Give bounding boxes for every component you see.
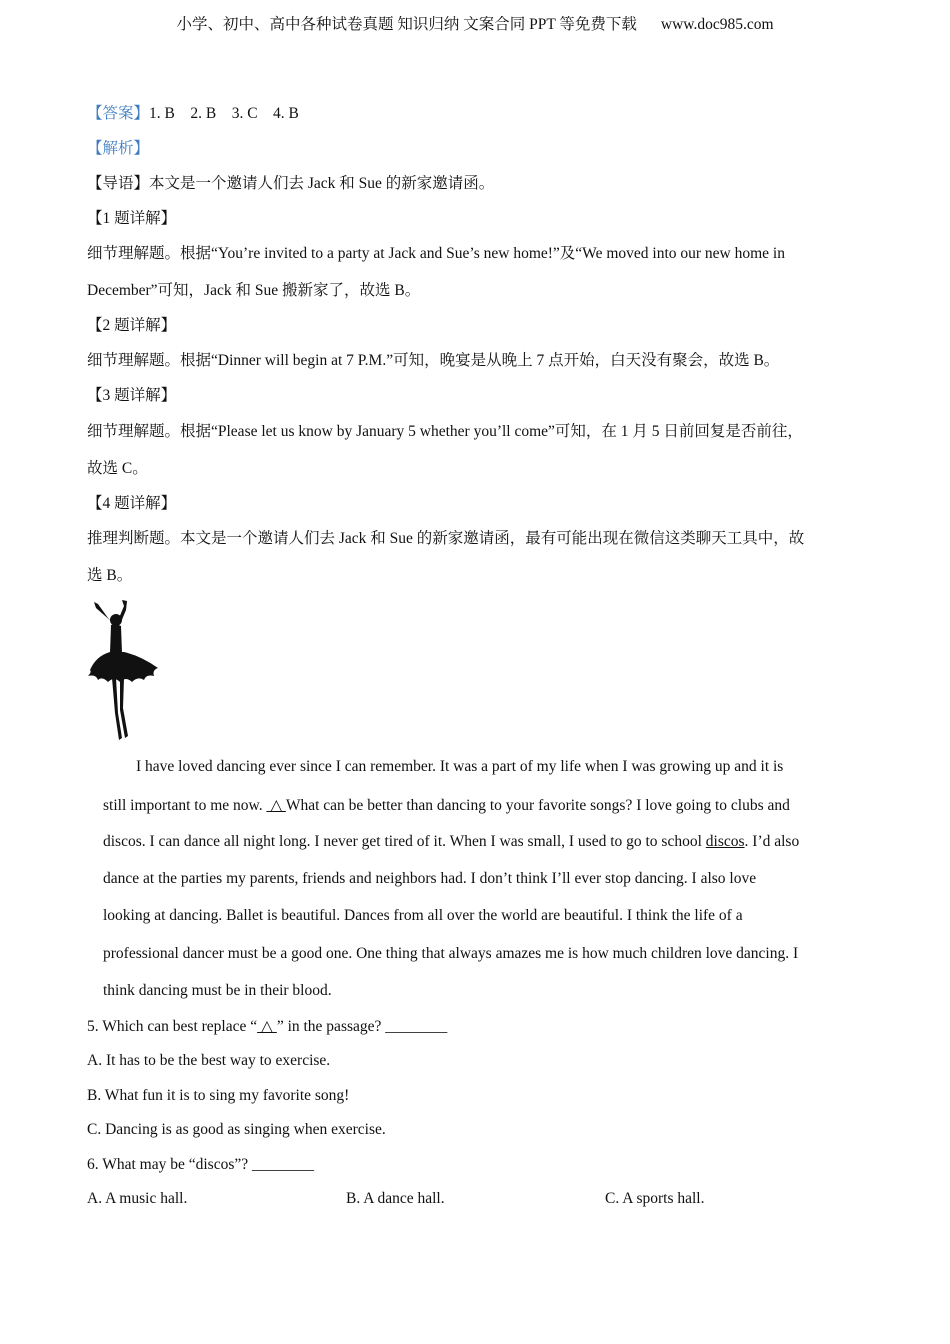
- passage-text: What can be better than dancing to your favorite songs? I love going to clubs and: [285, 797, 790, 814]
- passage-line: I have loved dancing ever since I can remember. It was a part of my life when I was growing up and it is: [136, 758, 784, 775]
- answer-text: 1. B 2. B 3. C 4. B: [149, 105, 299, 122]
- passage-text: . I’d also: [744, 833, 800, 850]
- q1-label: 【1 题详解】: [87, 210, 177, 227]
- q3-line: 细节理解题。根据“Please let us know by January 5 whether you’ll come”可知，在 1 月 5 日前回复是否前往，: [87, 423, 803, 440]
- q3-line: 故选 C。: [87, 460, 148, 477]
- q1-line: 细节理解题。根据“You’re invited to a party at Jack and Sue’s new home!”及“We moved into our new home in: [87, 245, 785, 262]
- q6-option-b: B. A dance hall.: [346, 1190, 445, 1207]
- q5-blank: △: [257, 1018, 277, 1035]
- ballerina-image: [86, 598, 161, 743]
- q5-option-b: B. What fun it is to sing my favorite song!: [87, 1087, 350, 1104]
- q5-option-a: A. It has to be the best way to exercise.: [87, 1052, 331, 1069]
- passage-line: [103, 833, 799, 851]
- intro-label: 【导语】: [87, 175, 150, 192]
- q6-option-c: C. A sports hall.: [605, 1190, 705, 1207]
- passage-line: looking at dancing. Ballet is beautiful. Dances from all over the world are beautiful. I think the life of a: [103, 907, 743, 924]
- q5-text: 5. Which can best replace “: [87, 1018, 258, 1035]
- answer-line: [87, 101, 299, 123]
- underlined-word: discos: [705, 833, 745, 850]
- q2-line: 细节理解题。根据“Dinner will begin at 7 P.M.”可知，晚宴是从晚上 7 点开始，白天没有聚会，故选 B。: [87, 352, 780, 369]
- passage-line: professional dancer must be a good one. One thing that always amazes me is how much children love dancing. I: [103, 945, 799, 962]
- passage-text: discos. I can dance all night long. I never get tired of it. When I was small, I used to go to school: [103, 833, 706, 850]
- passage-line: [103, 796, 790, 815]
- intro-text: 本文是一个邀请人们去 Jack 和 Sue 的新家邀请函。: [149, 175, 495, 192]
- q1-line: December”可知，Jack 和 Sue 搬新家了，故选 B。: [87, 282, 421, 299]
- q6-option-a: A. A music hall.: [87, 1190, 188, 1207]
- q4-label: 【4 题详解】: [87, 495, 177, 512]
- q5-option-c: C. Dancing is as good as singing when exercise.: [87, 1121, 386, 1138]
- question-6: 6. What may be “discos”? ________: [87, 1156, 314, 1173]
- q4-line: 推理判断题。本文是一个邀请人们去 Jack 和 Sue 的新家邀请函，最有可能出现在微信这类聊天工具中，故: [87, 530, 805, 547]
- q3-label: 【3 题详解】: [87, 387, 177, 404]
- q5-text: ” in the passage? ________: [276, 1018, 448, 1035]
- analysis-label: 【解析】: [87, 140, 150, 157]
- answer-label: 【答案】: [87, 105, 150, 122]
- passage-blank: △: [266, 797, 286, 814]
- header-text: 小学、初中、高中各种试卷真题 知识归纳 文案合同 PPT 等免费下载: [176, 16, 637, 33]
- intro-line: [87, 171, 494, 193]
- header-url: www.doc985.com: [660, 16, 774, 33]
- q2-label: 【2 题详解】: [87, 317, 177, 334]
- question-5: [87, 1017, 447, 1036]
- passage-line: think dancing must be in their blood.: [103, 982, 332, 999]
- q4-line: 选 B。: [87, 567, 133, 584]
- passage-line: dance at the parties my parents, friends and neighbors had. I don’t think I’ll ever stop dancing. I also love: [103, 870, 757, 887]
- page-header: [0, 12, 950, 34]
- passage-text: still important to me now.: [103, 797, 267, 814]
